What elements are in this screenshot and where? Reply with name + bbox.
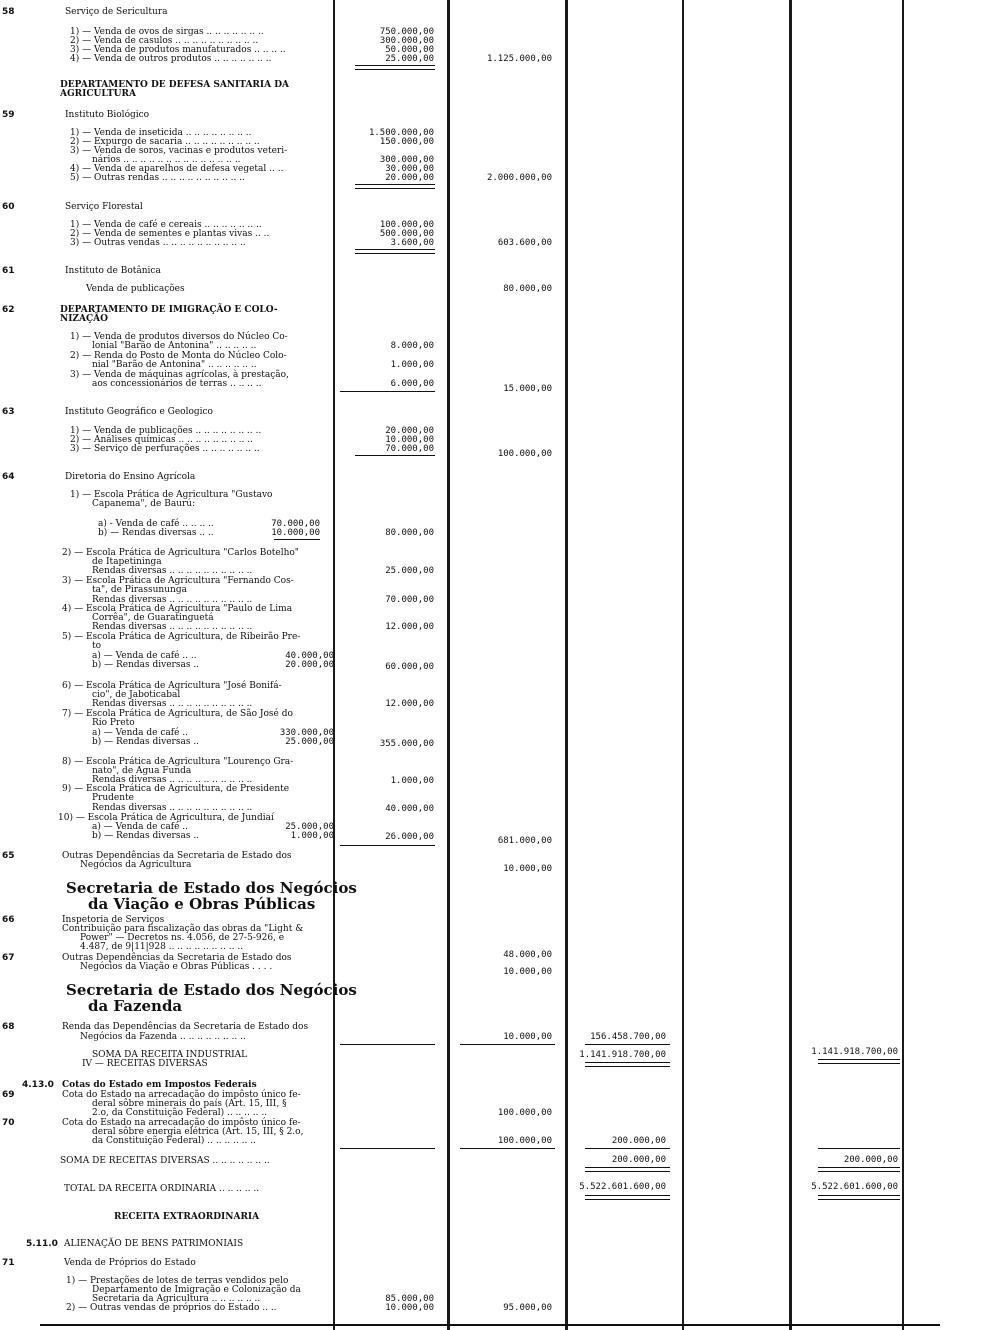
line-item: 3) — Venda de soros, vacinas e produtos veteri- [70, 146, 288, 156]
heading-line: DEPARTAMENTO DE DEFESA SANITARIA DA [60, 80, 290, 90]
section-title: Instituto de Botânica [65, 266, 161, 276]
section-total: 100.000,00 [497, 1108, 552, 1118]
line-item: 3) — Venda de máquinas agrícolas, à prestação, [70, 370, 289, 380]
section-title: Instituto Biológico [65, 110, 150, 120]
section-total: 100.000,00 [497, 1136, 552, 1146]
summary-label: SOMA DA RECEITA INDUSTRIAL [92, 1050, 248, 1060]
line-item: 3) — Venda de produtos manufaturados .. .. .. .. [70, 45, 286, 55]
line-item: 9) — Escola Prática de Agricultura, de Presidente [62, 784, 290, 794]
line-item: da Constituição Federal) .. .. .. .. .. .. [92, 1136, 256, 1146]
item-value: 6.000,00 [390, 379, 434, 389]
sum-rule [818, 1059, 900, 1064]
line-item: Cota do Estado na arrecadação do impôsto único fe- [62, 1090, 301, 1100]
section-title: Instituto Geográfico e Geologico [65, 407, 213, 417]
column-rule [447, 0, 450, 1330]
sum-rule [818, 1195, 900, 1200]
line-item: Cota do Estado na arrecadação do impôsto único fe- [62, 1118, 301, 1128]
item-value: 355.000,00 [379, 739, 434, 749]
line-item: 1) — Venda de publicações .. .. .. .. .. .. .. .. [70, 426, 262, 436]
section-title: Venda de Próprios do Estado [64, 1258, 196, 1268]
column-rule [902, 0, 904, 1330]
summary-value: 200.000,00 [843, 1155, 898, 1165]
sub-item: b) — Rendas diversas .. [92, 737, 200, 747]
section-title: ALIENAÇÃO DE BENS PATRIMONIAIS [64, 1239, 244, 1249]
item-code: 62 [2, 305, 15, 315]
sub-value: 40.000,00 [285, 651, 334, 661]
column-rule [565, 0, 568, 1330]
line-item: 2) — Venda de sementes e plantas vivas .. .. [70, 229, 270, 239]
line-item: de Itapetininga [92, 557, 162, 567]
item-value: 70.000,00 [385, 595, 434, 605]
sub-value: 1.000,00 [290, 831, 334, 841]
sum-rule [818, 1148, 900, 1149]
line-item: nial "Barão de Antonina" .. .. .. .. .. .. [92, 360, 257, 370]
sum-rule [355, 184, 435, 189]
line-item: 8) — Escola Prática de Agricultura "Lourenço Gra- [62, 757, 294, 767]
section-heading: RECEITA EXTRAORDINARIA [114, 1212, 260, 1222]
line-item: cio", de Jaboticabal [92, 690, 181, 700]
line-item: 6) — Escola Prática de Agricultura "José Bonifá- [62, 681, 282, 691]
line-item: 3) — Escola Prática de Agricultura "Fernando Cos- [62, 576, 294, 586]
section-title: Inspetoria de Serviços [62, 915, 165, 925]
sub-item: a) — Venda de café .. .. [92, 651, 197, 661]
line-item: lonial "Barão de Antonina" .. .. .. .. .. [92, 341, 257, 351]
summary-label: TOTAL DA RECEITA ORDINARIA .. .. .. .. .. [64, 1184, 260, 1194]
sum-rule [585, 1148, 670, 1149]
line-item: 2) — Escola Prática de Agricultura "Carlos Botelho" [62, 548, 299, 558]
line-item: deral sôbre minerais do país (Art. 15, III, § [92, 1099, 287, 1109]
item-code: 61 [2, 266, 15, 276]
section-title: Serviço de Sericultura [65, 7, 168, 17]
sum-rule [585, 1062, 670, 1067]
sub-item: b) — Rendas diversas .. [92, 831, 200, 841]
sum-rule [355, 65, 435, 70]
item-code: 63 [2, 407, 15, 417]
sum-rule [340, 391, 435, 392]
sub-value: 330.000,00 [279, 728, 334, 738]
item-code: 58 [2, 7, 15, 17]
sub-value: 25.000,00 [285, 737, 334, 747]
item-value: 40.000,00 [385, 804, 434, 814]
section-total: 603.600,00 [497, 238, 552, 248]
line-item: 2) — Venda de casulos .. .. .. .. .. .. .. .. .. .. [70, 36, 259, 46]
line-item: 4) — Venda de outros produtos .. .. .. .. .. .. .. [70, 54, 272, 64]
line-item: Outras Dependências da Secretaria de Estado dos [62, 851, 292, 861]
summary-value: 1.141.918.700,00 [811, 1047, 898, 1057]
line-item: nato", de Agua Funda [92, 766, 192, 776]
item-value: 70.000,00 [385, 444, 434, 454]
section-title: Diretoria do Ensino Agrícola [65, 472, 196, 482]
section-total: 100.000,00 [497, 449, 552, 459]
sum-rule [340, 1044, 435, 1045]
line-item: Venda de publicações [86, 284, 185, 294]
item-value: 300.000,00 [379, 36, 434, 46]
section-title: Cotas do Estado em Impostos Federais [62, 1080, 257, 1090]
sub-item: a) — Venda de café .. [92, 728, 188, 738]
item-code: 60 [2, 202, 15, 212]
line-item: 3) — Outras vendas .. .. .. .. .. .. .. .. .. .. [70, 238, 246, 248]
line-item: to [92, 641, 102, 651]
line-item: 5) — Escola Prática de Agricultura, de Ribeirão Pre- [62, 632, 301, 642]
sub-item: b) — Rendas diversas .. .. [98, 528, 214, 538]
line-item: 2.o, da Constituição Federal) .. .. .. .. .. [92, 1108, 268, 1118]
line-item: 1) — Venda de café e cereais .. .. .. .. .. .. .. [70, 220, 262, 230]
item-value: 12.000,00 [385, 699, 434, 709]
summary-value: 1.141.918.700,00 [579, 1050, 666, 1060]
item-code: 4.13.0 [22, 1080, 54, 1090]
line-item: Outras Dependências da Secretaria de Estado dos [62, 953, 292, 963]
line-item: Rendas diversas .. .. .. .. .. .. .. .. .. .. [92, 699, 253, 709]
item-value: 20.000,00 [385, 426, 434, 436]
sub-item: b) — Rendas diversas .. [92, 660, 200, 670]
sum-rule [585, 1195, 670, 1200]
sub-value: 70.000,00 [271, 519, 320, 529]
line-item: Rendas diversas .. .. .. .. .. .. .. .. .. .. [92, 775, 253, 785]
line-item: 1) — Prestações de lotes de terras vendidos pelo [66, 1276, 289, 1286]
sub-value: 10.000,00 [271, 528, 320, 538]
section-total: 80.000,00 [503, 284, 552, 294]
item-value: 100.000,00 [379, 220, 434, 230]
section-total: 10.000,00 [503, 1032, 552, 1042]
item-code: 67 [2, 953, 15, 963]
line-item: 1) — Venda de produtos diversos do Núcleo Co- [70, 332, 288, 342]
line-item: Contribuição para fiscalização das obras da "Light & [62, 924, 304, 934]
group-total: 156.458.700,00 [590, 1032, 666, 1042]
item-code: 71 [2, 1258, 15, 1268]
line-item: Rendas diversas .. .. .. .. .. .. .. .. .. .. [92, 803, 253, 813]
line-item: 5) — Outras rendas .. .. .. .. .. .. .. .. .. .. [70, 173, 245, 183]
line-item: deral sôbre energia elétrica (Art. 15, III, § 2.o, [92, 1127, 304, 1137]
sum-rule [274, 539, 320, 540]
section-title: Serviço Florestal [65, 202, 143, 212]
page-bottom-rule [40, 1324, 940, 1326]
summary-value: 200.000,00 [611, 1155, 666, 1165]
heading-line: Secretaria de Estado dos Negócios [66, 981, 357, 999]
heading-line: da Viação e Obras Públicas [88, 895, 316, 913]
item-value: 50.000,00 [385, 45, 434, 55]
line-item: Negócios da Agricultura [80, 860, 192, 870]
line-item: 3) — Serviço de perfurações .. .. .. .. .. .. .. [70, 444, 260, 454]
line-item: 2) — Análises químicas .. .. .. .. .. .. .. .. .. [70, 435, 253, 445]
item-value: 80.000,00 [385, 528, 434, 538]
item-value: 150.000,00 [379, 137, 434, 147]
item-value: 3.600,00 [390, 238, 434, 248]
line-item: 10) — Escola Prática de Agricultura, de Jundiaí [58, 813, 274, 823]
section-total: 2.000.000,00 [486, 173, 552, 183]
item-value: 60.000,00 [385, 662, 434, 672]
summary-value: 5.522.601.600,00 [811, 1182, 898, 1192]
item-value: 85.000,00 [385, 1294, 434, 1304]
item-value: 500.000,00 [379, 229, 434, 239]
line-item: Rio Preto [92, 718, 135, 728]
column-rule [682, 0, 684, 1330]
section-total: 48.000,00 [503, 950, 552, 960]
sum-rule [340, 1148, 435, 1149]
line-item: Negócios da Viação e Obras Públicas . . . . [80, 962, 273, 972]
item-code: 5.11.0 [26, 1239, 58, 1249]
summary-value: 5.522.601.600,00 [579, 1182, 666, 1192]
heading-line: NIZAÇÃO [60, 314, 108, 324]
line-item: 1) — Venda de ovos de sirgas .. .. .. .. .. .. .. [70, 27, 264, 37]
item-value: 300.000,00 [379, 155, 434, 165]
line-item: Prudente [92, 793, 134, 803]
item-code: 65 [2, 851, 15, 861]
line-item: aos concessionários de terras .. .. .. .. [92, 379, 262, 389]
line-item: Negócios da Fazenda .. .. .. .. .. .. .. .. [80, 1032, 246, 1042]
section-heading: IV — RECEITAS DIVERSAS [82, 1059, 208, 1069]
section-total: 10.000,00 [503, 967, 552, 977]
line-item: ta", de Pirassununga [92, 585, 187, 595]
item-value: 8.000,00 [390, 341, 434, 351]
line-item: Rendas diversas .. .. .. .. .. .. .. .. .. .. [92, 566, 253, 576]
sum-rule [585, 1167, 670, 1172]
section-total: 1.125.000,00 [486, 54, 552, 64]
sum-rule [818, 1167, 900, 1172]
item-value: 1.500.000,00 [368, 128, 434, 138]
line-item: Rendas diversas .. .. .. .. .. .. .. .. .. .. [92, 595, 253, 605]
line-item: Secretaria da Agricultura .. .. .. .. .. .. [92, 1294, 261, 1304]
section-total: 95.000,00 [503, 1303, 552, 1313]
line-item: 2) — Expurgo de sacaria .. .. .. .. .. .. .. .. .. [70, 137, 260, 147]
item-value: 10.000,00 [385, 1303, 434, 1313]
line-item: 1) — Venda de inseticida .. .. .. .. .. .. .. .. [70, 128, 252, 138]
sum-rule [585, 1044, 670, 1045]
line-item: 7) — Escola Prática de Agricultura, de São José do [62, 709, 293, 719]
section-total: 15.000,00 [503, 384, 552, 394]
item-code: 69 [2, 1090, 15, 1100]
item-value: 1.000,00 [390, 776, 434, 786]
heading-line: Secretaria de Estado dos Negócios [66, 879, 357, 897]
line-item: Power" — Decretos ns. 4.056, de 27-5-926, e [80, 933, 285, 943]
heading-line: da Fazenda [88, 997, 183, 1015]
item-value: 30.000,00 [385, 164, 434, 174]
sum-rule [340, 845, 435, 846]
item-value: 20.000,00 [385, 173, 434, 183]
line-item: Capanema", de Baurú: [92, 499, 196, 509]
section-total: 681.000,00 [497, 836, 552, 846]
group-total: 200.000,00 [611, 1136, 666, 1146]
heading-line: AGRICULTURA [60, 89, 136, 99]
heading-line: DEPARTAMENTO DE IMIGRAÇÃO E COLO- [60, 305, 278, 315]
item-code: 59 [2, 110, 15, 120]
item-code: 70 [2, 1118, 15, 1128]
line-item: nários .. .. .. .. .. .. .. .. .. .. .. .. .. .. [92, 155, 241, 165]
summary-label: SOMA DE RECEITAS DIVERSAS .. .. .. .. .. .. .. [60, 1156, 270, 1166]
item-value: 750.000,00 [379, 27, 434, 37]
item-value: 25.000,00 [385, 566, 434, 576]
section-total: 10.000,00 [503, 864, 552, 874]
column-rule [789, 0, 792, 1330]
line-item: 2) — Outras vendas de próprios do Estado .. .. [66, 1303, 277, 1313]
line-item: Departamento de Imigração e Colonização da [92, 1285, 301, 1295]
sum-rule [355, 455, 435, 456]
item-value: 12.000,00 [385, 622, 434, 632]
line-item: 1) — Escola Prática de Agricultura "Gustavo [70, 490, 273, 500]
line-item: 2) — Renda do Posto de Monta do Núcleo Colo- [70, 351, 287, 361]
sub-value: 25.000,00 [285, 822, 334, 832]
sum-rule [355, 249, 435, 254]
item-code: 64 [2, 472, 15, 482]
line-item: Renda das Dependências da Secretaria de Estado dos [62, 1022, 309, 1032]
item-value: 1.000,00 [390, 360, 434, 370]
sub-item: a) - Venda de café .. .. .. .. [98, 519, 214, 529]
sub-value: 20.000,00 [285, 660, 334, 670]
sum-rule [460, 1044, 555, 1045]
line-item: Rendas diversas .. .. .. .. .. .. .. .. .. .. [92, 622, 253, 632]
item-value: 26.000,00 [385, 832, 434, 842]
line-item: Corrêa", de Guaratinguetá [92, 613, 214, 623]
line-item: 4) — Venda de aparelhos de defesa vegetal .. .. [70, 164, 284, 174]
item-value: 10.000,00 [385, 435, 434, 445]
sub-item: a) — Venda de café .. [92, 822, 188, 832]
item-code: 66 [2, 915, 15, 925]
line-item: 4) — Escola Prática de Agricultura "Paulo de Lima [62, 604, 293, 614]
line-item: 4.487, de 9|11|928 .. .. .. .. .. .. .. .. .. [80, 942, 244, 952]
sum-rule [460, 1148, 555, 1149]
item-value: 25.000,00 [385, 54, 434, 64]
item-code: 68 [2, 1022, 15, 1032]
